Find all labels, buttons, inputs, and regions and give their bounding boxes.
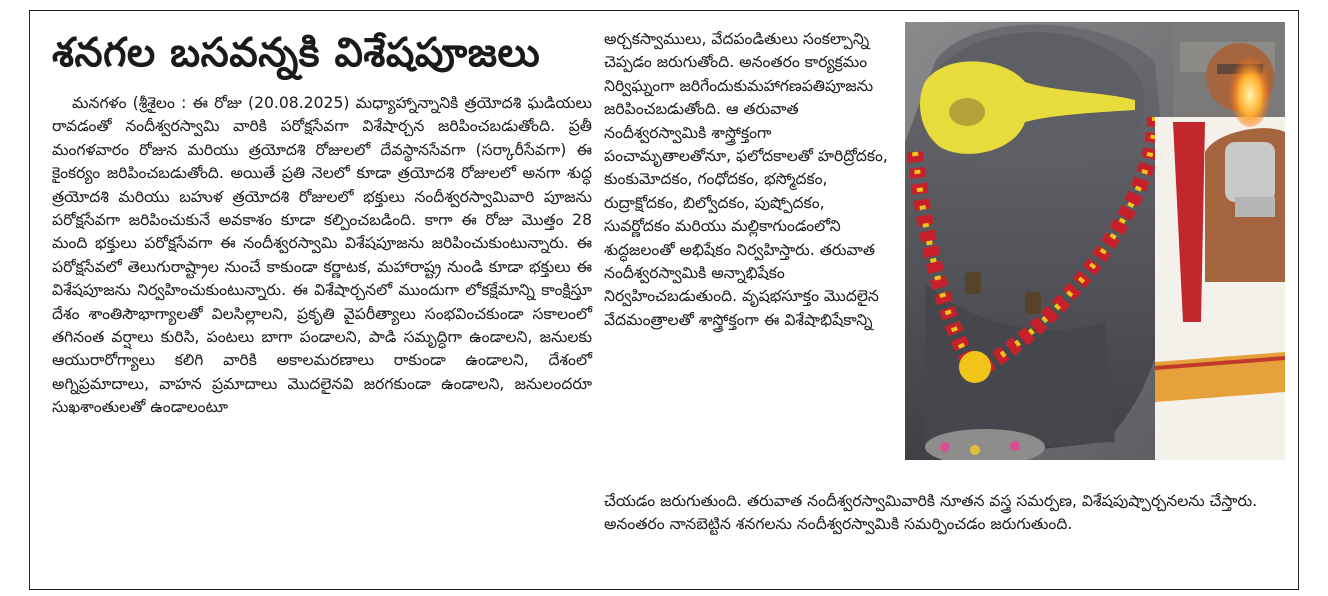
headline: శనగల బసవన్నకి విశేషపూజలు: [52, 30, 541, 76]
article-column-2: అర్చకస్వాములు, వేదపండితులు సంకల్పాన్ని చెప్పడం జరుగుతోంది. అనంతరం కార్యక్రమం నిర్విఘ్నంగా జరిగేందుకుమహాగణపతిపూజను జరిపించబడుతోంది. ఆ తరువాత నందీశ్వరస్వామికి శాస్త్రోక్తంగా పంచామృతాలతోనూ, ఫలోదకాలతో హరిద్రోదకం, కుంకుమోదకం, గంధోదకం, భస్మోదకం, రుద్రాక్షోదకం, బిల్వోదకం, పుష్పోదకం, సువర్ణోదకం మరియు మల్లికాగుండంలోని శుద్ధజలంతో అభిషేకం నిర్వహిస్తారు. తరువాత నందీశ్వరస్వామికి అన్నాభిషేకం నిర్వహించబడుతుంది. వృషభసూక్తం మొదలైన వేదమంత్రాలతో శాస్త్రోక్తంగా ఈ విశేషాభిషేకాన్ని: [604, 30, 888, 329]
article-column-3: చేయడం జరుగుతుంది. తరువాత నందీశ్వరస్వామివారికి నూతన వస్త్ర సమర్పణ, విశేషపుష్పార్చనలను చేస్తారు. అనంతరం నానబెట్టిన శనగలను నందీశ్వరస్వామికి సమర్పించడం జరుగుతుంది.: [604, 492, 1258, 534]
nandi-puja-photo: [905, 22, 1285, 460]
article-column-1: మనగళం (శ్రీశైలం : ఈ రోజు (20.08.2025) మధ్యాహ్నాన్నానికి త్రయోదశి ఘడియలు రావడంతో నందీశ్వరస్వామి వారికి పరోక్షసేవగా విశేషార్చన జరిపించబడుతోంది. ప్రతీ మంగళవారం రోజున మరియు త్రయోదశి రోజులలో దేవస్థానసేవగా (సర్కారీసేవగా) ఈ కైంకర్యం జరిపించబడుతోంది. అయితే ప్రతి నెలలో కూడా త్రయోదశి రోజులలో అనగా శుద్ధ త్రయోదశి మరియు బహుళ త్రయోదశి రోజులలో భక్తులు నందీశ్వరస్వామివారి పూజను పరోక్షసేవగా జరిపించుకునే అవకాశం కూడా కల్పించబడింది. కాగా ఈ రోజు మొత్తం 28 మంది భక్తులు పరోక్షసేవగా ఈ నందీశ్వరస్వామి విశేషపూజను జరిపించుకుంటున్నారు. ఈ పరోక్షసేవలో తెలుగురాష్ట్రాల నుంచే కాకుండా కర్ణాటక, మహారాష్ట్ర నుండి కూడా భక్తులు ఈ విశేషపూజను నిర్వహించుకుంటున్నారు. ఈ విశేషార్చనలో ముందుగా లోకక్షేమాన్ని కాంక్షిస్తూ దేశం శాంతిసౌభాగ్యాలతో విలసిల్లాలని, ప్రకృతి వైపరీత్యాలు సంభవించకుండా సకాలంలో తగినంత వర్షాలు కురిసి, పంటలు బాగా పండాలని, పాడి సమృద్ధిగా ఉండాలని, జనులకు ఆయురారోగ్యాలు కలిగి వారికి అకాలమరణాలు రాకుండా ఉండాలని, దేశంలో అగ్నిప్రమాదాలు, వాహన ప్రమాదాలు మొదలైనవి జరగకుండా ఉండాలని, జనులందరూ సుఖశాంతులతో ఉండాలంటూ: [52, 94, 592, 417]
photo-illustration: [905, 22, 1285, 460]
